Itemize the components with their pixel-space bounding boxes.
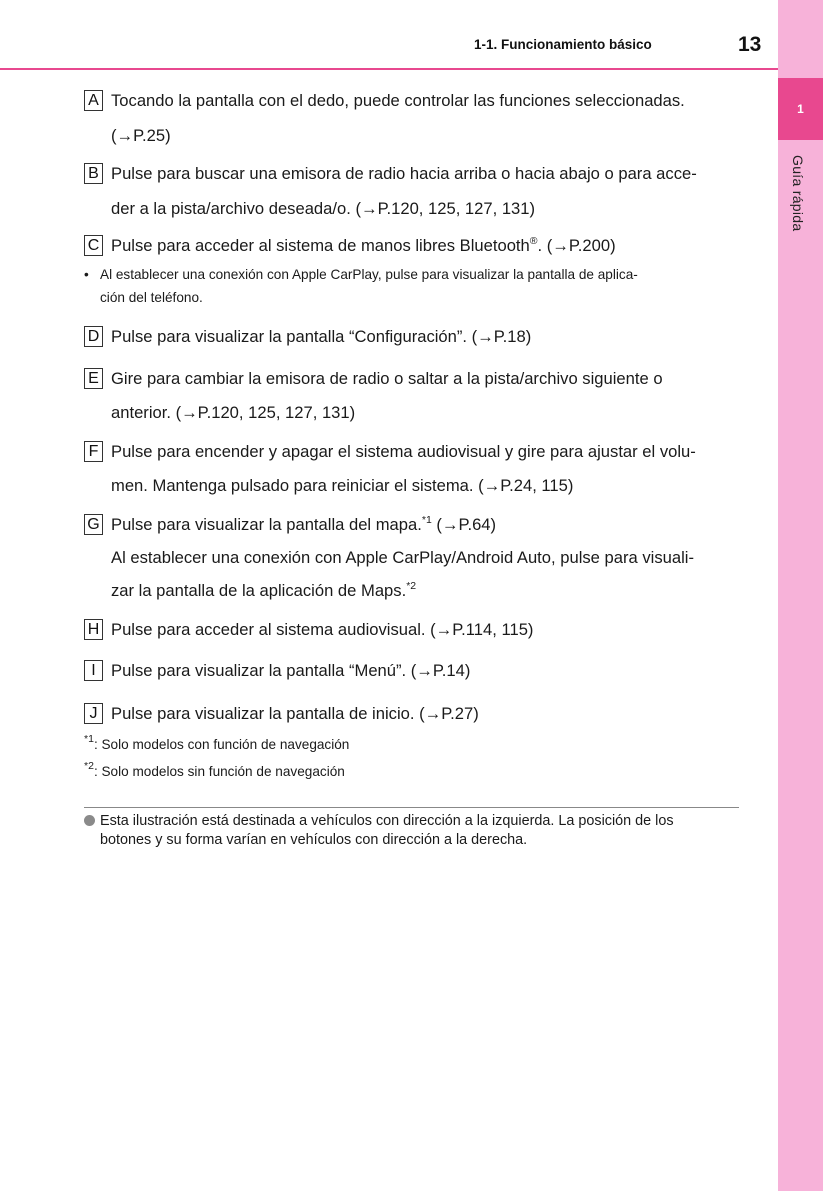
item-c-text: Pulse para acceder al sistema de manos libres Bluetooth — [111, 236, 530, 255]
key-label-i: I — [84, 660, 103, 681]
header-divider — [0, 68, 778, 70]
note-line-1: Esta ilustración está destinada a vehículos con dirección a la izquierda. La posición de los — [100, 813, 674, 829]
item-b-line-1: Pulse para buscar una emisora de radio hacia arriba o hacia abajo o para acce- — [111, 164, 697, 183]
footnote-1 — [84, 733, 350, 754]
item-d-line-1: Pulse para visualizar la pantalla “Configuración”. (→P.18) — [111, 327, 532, 346]
registered-mark: ® — [529, 235, 538, 247]
item-a-line-1: Tocando la pantalla con el dedo, puede controlar las funciones seleccionadas. — [111, 91, 685, 110]
key-label-g: G — [84, 514, 103, 535]
key-label-a: A — [84, 90, 103, 111]
bullet-symbol: • — [84, 267, 89, 282]
item-f-line-1: Pulse para encender y apagar el sistema audiovisual y gire para ajustar el volu- — [111, 442, 696, 461]
item-a-line-2: (→P.25) — [111, 126, 171, 145]
item-i-line-1: Pulse para visualizar la pantalla “Menú”. (→P.14) — [111, 661, 471, 680]
key-label-d: D — [84, 326, 103, 347]
footnote-ref-1: *1 — [421, 514, 432, 526]
key-label-h: H — [84, 619, 103, 640]
page-number: 13 — [738, 33, 762, 56]
item-g-text: Pulse para visualizar la pantalla del mapa. — [111, 515, 422, 534]
item-g-line-3 — [111, 581, 416, 601]
item-g-line-1 — [111, 515, 496, 535]
chapter-label: Guía rápida — [790, 155, 806, 232]
item-c-line-1 — [111, 236, 616, 256]
bullet-line-1: Al establecer una conexión con Apple CarPlay, pulse para visualizar la pantalla de aplica- — [100, 267, 638, 282]
note-line-2: botones y su forma varían en vehículos con dirección a la derecha. — [100, 832, 528, 848]
item-g-line-2: Al establecer una conexión con Apple CarPlay/Android Auto, pulse para visuali- — [111, 548, 694, 567]
item-e-line-1: Gire para cambiar la emisora de radio o saltar a la pista/archivo siguiente o — [111, 369, 663, 388]
item-g-maps-text: zar la pantalla de la aplicación de Maps. — [111, 581, 407, 600]
footnote-2 — [84, 760, 345, 781]
item-g-reference: (→P.64) — [431, 515, 497, 534]
footnote-2-text: : Solo modelos sin función de navegación — [93, 764, 345, 779]
section-title: 1-1. Funcionamiento básico — [474, 37, 652, 52]
key-label-f: F — [84, 441, 103, 462]
item-c-reference: . (→P.200) — [537, 236, 616, 255]
note-divider — [84, 807, 739, 808]
key-label-j: J — [84, 703, 103, 724]
chapter-number-badge: 1 — [778, 78, 823, 140]
item-f-line-2: men. Mantenga pulsado para reiniciar el sistema. (→P.24, 115) — [111, 476, 574, 495]
note-bullet-icon — [84, 815, 95, 826]
footnote-2-mark: *2 — [84, 760, 94, 772]
footnote-1-mark: *1 — [84, 733, 94, 745]
key-label-e: E — [84, 368, 103, 389]
item-e-line-2: anterior. (→P.120, 125, 127, 131) — [111, 403, 356, 422]
bullet-line-2: ción del teléfono. — [100, 290, 203, 305]
item-j-line-1: Pulse para visualizar la pantalla de inicio. (→P.27) — [111, 704, 479, 723]
footnote-ref-2: *2 — [406, 580, 417, 592]
key-label-c: C — [84, 235, 103, 256]
key-label-b: B — [84, 163, 103, 184]
footnote-1-text: : Solo modelos con función de navegación — [93, 737, 350, 752]
item-h-line-1: Pulse para acceder al sistema audiovisual. (→P.114, 115) — [111, 620, 534, 639]
item-b-line-2: der a la pista/archivo deseada/o. (→P.120, 125, 127, 131) — [111, 199, 536, 218]
